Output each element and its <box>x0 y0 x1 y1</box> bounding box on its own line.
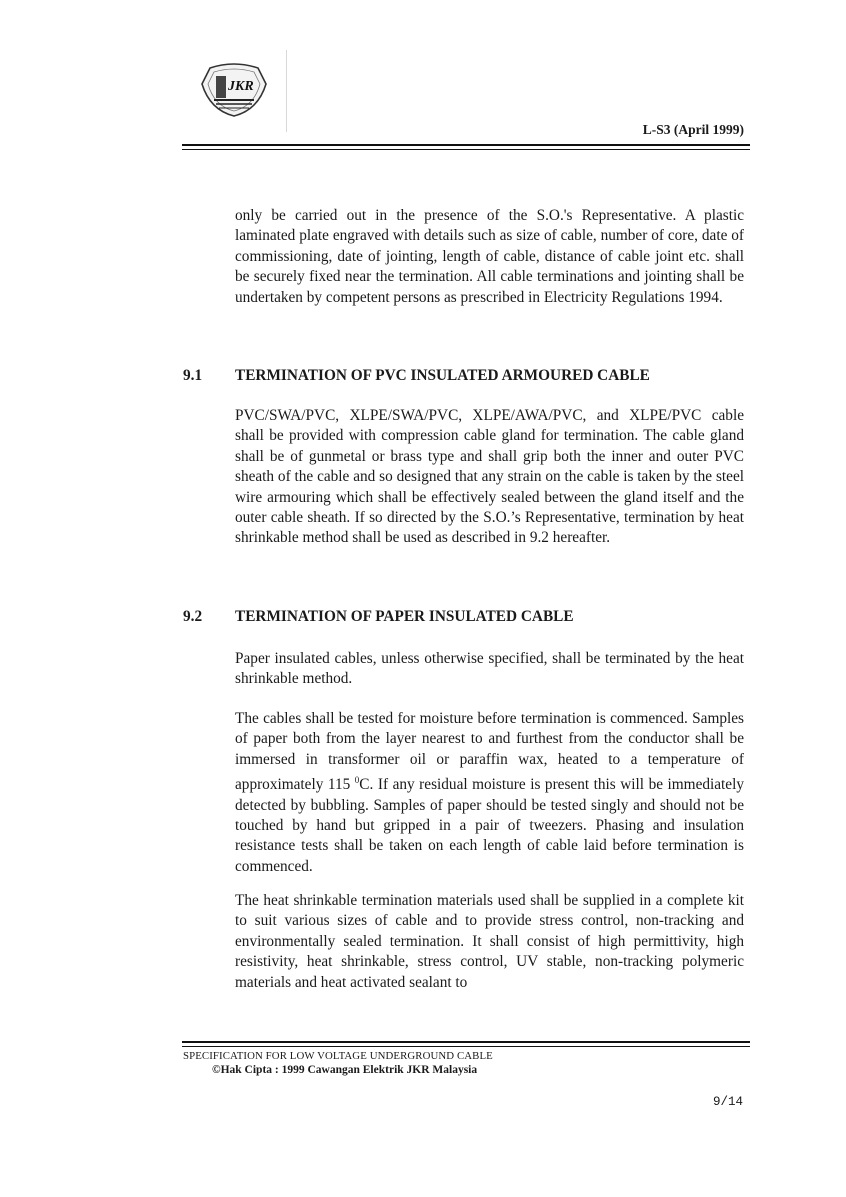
section-9-2-title: TERMINATION OF PAPER INSULATED CABLE <box>235 608 574 625</box>
section-9-2-paragraph-2 <box>235 709 744 877</box>
footer-rule-thick <box>182 1041 750 1043</box>
footer-title: SPECIFICATION FOR LOW VOLTAGE UNDERGROUND CABLE <box>183 1050 493 1062</box>
paragraph-2-text-after: C. If any residual moisture is present this will be immediately detected by bubbling. Samples of paper should be tested singly and should not be touched by hand but gripped in a pair of tweezers. Phasing and insulation resistance tests shall be taken on each length of cable laid before termination is commenced. <box>235 776 744 875</box>
jkr-logo-graphic <box>196 62 272 118</box>
section-9-1-number: 9.1 <box>183 367 203 384</box>
page-number: 9/14 <box>712 1095 743 1109</box>
header-rule-thin <box>182 149 750 150</box>
jkr-logo <box>196 62 272 118</box>
logo-lettering: JKR <box>228 79 254 94</box>
section-9-2-number: 9.2 <box>183 608 203 625</box>
degree-superscript: 0 <box>354 775 360 786</box>
document-code: L-S3 (April 1999) <box>642 122 744 137</box>
header-divider <box>286 50 287 132</box>
section-9-1-title: TERMINATION OF PVC INSULATED ARMOURED CABLE <box>235 367 650 384</box>
section-9-2-paragraph-1: Paper insulated cables, unless otherwise specified, shall be terminated by the heat shrinkable method. <box>235 650 744 688</box>
footer-rule-thin <box>182 1046 750 1047</box>
intro-paragraph: only be carried out in the presence of the S.O.'s Representative. A plastic laminated plate engraved with details such as size of cable, number of core, date of commissioning, date of jointing, length of cable, distance of cable joint etc. shall be securely fixed near the termination. All cable terminations and jointing shall be undertaken by competent persons as prescribed in Electricity Regulations 1994. <box>235 207 744 306</box>
section-9-2-paragraph-3: The heat shrinkable termination materials used shall be supplied in a complete kit to suit various sizes of cable and to provide stress control, non-tracking and environmentally sealed termination. It shall consist of high permittivity, high resistivity, heat shrinkable, stress control, UV stable, non-tracking polymeric materials and heat activated sealant to <box>235 892 744 991</box>
header-rule-thick <box>182 144 750 146</box>
section-9-1-paragraph: PVC/SWA/PVC, XLPE/SWA/PVC, XLPE/AWA/PVC, and XLPE/PVC cable shall be provided with compression cable gland for termination. The cable gland shall be of gunmetal or brass type and shall grip both the inner and outer PVC sheath of the cable and so designed that any strain on the cable is taken by the steel wire armouring which shall be effectively sealed between the gland itself and the outer cable sheath. If so directed by the S.O.’s Representative, termination by heat shrinkable method shall be used as described in 9.2 hereafter. <box>235 407 744 547</box>
paragraph-2-text-before: The cables shall be tested for moisture before termination is commenced. Samples of paper both from the layer nearest to and furthest from the conductor shall be immersed in transformer oil or paraffin wax, heated to a temperature of approximately 115 <box>235 710 744 794</box>
footer-copyright: ©Hak Cipta : 1999 Cawangan Elektrik JKR Malaysia <box>212 1064 478 1076</box>
